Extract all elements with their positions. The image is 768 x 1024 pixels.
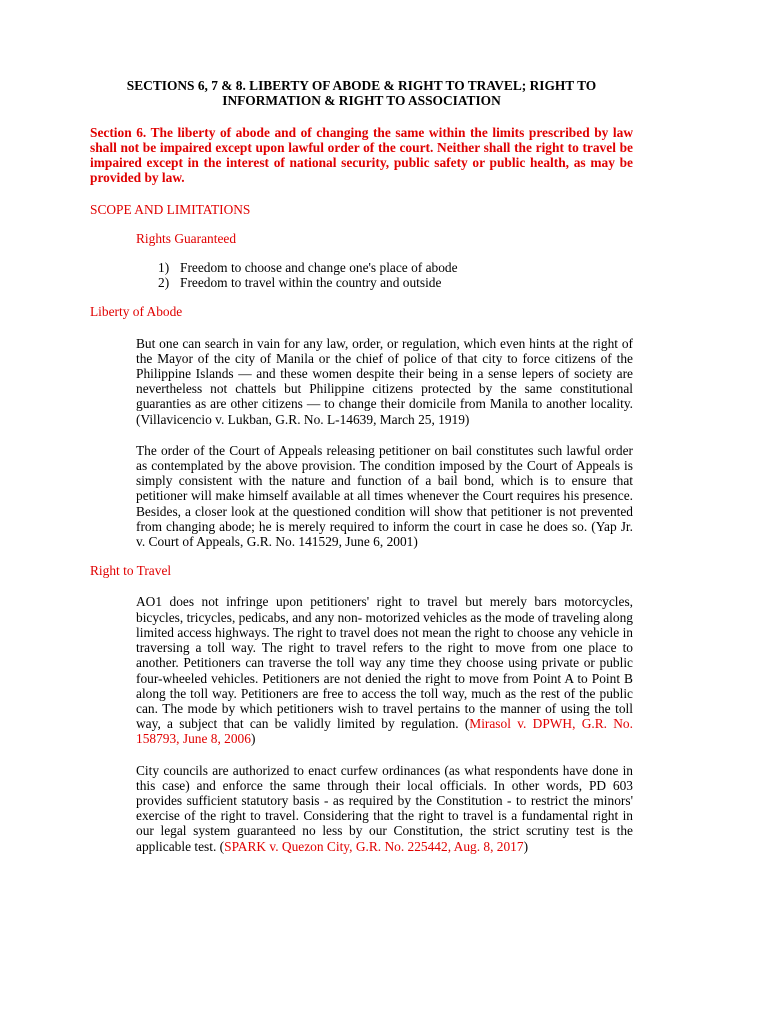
list-item	[158, 275, 633, 290]
travel-paragraph-1-body: AO1 does not infringe upon petitioners' right to travel but merely bars motorcycles, bicycles, tricycles, pedicabs, and any non- motorized vehicles as the mode of traveling along limited access highways. The right to travel does not mean the right to choose any vehicle in traversing a toll way. The right to travel refers to the right to move from one place to another. Petitioners can traverse the toll way any time they choose using private or public four-wheeled vehicles. Petitioners are not denied the right to move from Point A to Point B along the toll way. Petitioners are free to access the toll way, much as the rest of the public can. The mode by which petitioners wish to travel pertains to the manner of using the toll way, a subject that can be validly limited by regulation. (	[136, 594, 633, 732]
section-6-text: Section 6. The liberty of abode and of changing the same within the limits prescribed by law shall not be impaired except upon lawful order of the court. Neither shall the right to travel be impaired except in the interest of national security, public safety or public health, as may be provided by law.	[90, 124, 633, 186]
travel-paragraph-2-end: )	[523, 838, 529, 854]
document-page	[90, 78, 633, 854]
travel-paragraph-2	[136, 763, 633, 854]
list-item	[158, 260, 633, 275]
title-line-2: INFORMATION & RIGHT TO ASSOCIATION	[222, 93, 501, 109]
abode-paragraph-2: The order of the Court of Appeals releasing petitioner on bail constitutes such lawful order as contemplated by the above provision. The condition imposed by the Court of Appeals is simply consistent with the nature and function of a bail bond, which is to ensure that petitioner will make himself available at all times whenever the Court requires his presence. Besides, a closer look at the questioned condition will show that petitioner is not prevented from changing abode; he is merely required to inform the court in case he does so. (Yap Jr. v. Court of Appeals, G.R. No. 141529, June 6, 2001)	[136, 442, 633, 550]
abode-heading: Liberty of Abode	[90, 304, 183, 320]
list-text: Freedom to choose and change one's place of abode	[180, 260, 458, 276]
scope-heading: SCOPE AND LIMITATIONS	[90, 201, 251, 217]
rights-list	[158, 260, 633, 290]
list-number: 1)	[158, 260, 170, 276]
travel-heading: Right to Travel	[90, 563, 172, 579]
abode-paragraph-1: But one can search in vain for any law, order, or regulation, which even hints at the right of the Mayor of the city of Manila or the chief of police of that city to force citizens of the Philippine Islands — and these women despite their being in a sense lepers of society are nevertheless not chattels but Philippine citizens protected by the same constitutional guaranties as are other citizens — to change their domicile from Manila to another locality. (Villavicencio v. Lukban, G.R. No. L-14639, March 25, 1919)	[136, 335, 633, 427]
citation-spark: SPARK v. Quezon City, G.R. No. 225442, Aug. 8, 2017	[224, 838, 524, 854]
travel-paragraph-1	[136, 594, 633, 746]
title-line-1: SECTIONS 6, 7 & 8. LIBERTY OF ABODE & RIGHT TO TRAVEL; RIGHT TO	[126, 78, 597, 93]
list-text: Freedom to travel within the country and outside	[180, 275, 442, 291]
travel-paragraph-1-end: )	[250, 731, 256, 747]
document-title	[90, 78, 633, 109]
travel-paragraph-2-body: City councils are authorized to enact curfew ordinances (as what respondents have done in this case) and enforce the same through their local officials. In other words, PD 603 provides sufficient statutory basis - as required by the Constitution - to restrict the minors' exercise of the right to travel. Considering that the right to travel is a fundamental right in our legal system guaranteed no less by our Constitution, the strict scrutiny test is the applicable test. (	[136, 762, 633, 854]
list-number: 2)	[158, 275, 170, 291]
citation-mirasol: Mirasol v. DPWH, G.R. No. 158793, June 8, 2006	[136, 716, 633, 747]
rights-heading: Rights Guaranteed	[136, 230, 237, 246]
